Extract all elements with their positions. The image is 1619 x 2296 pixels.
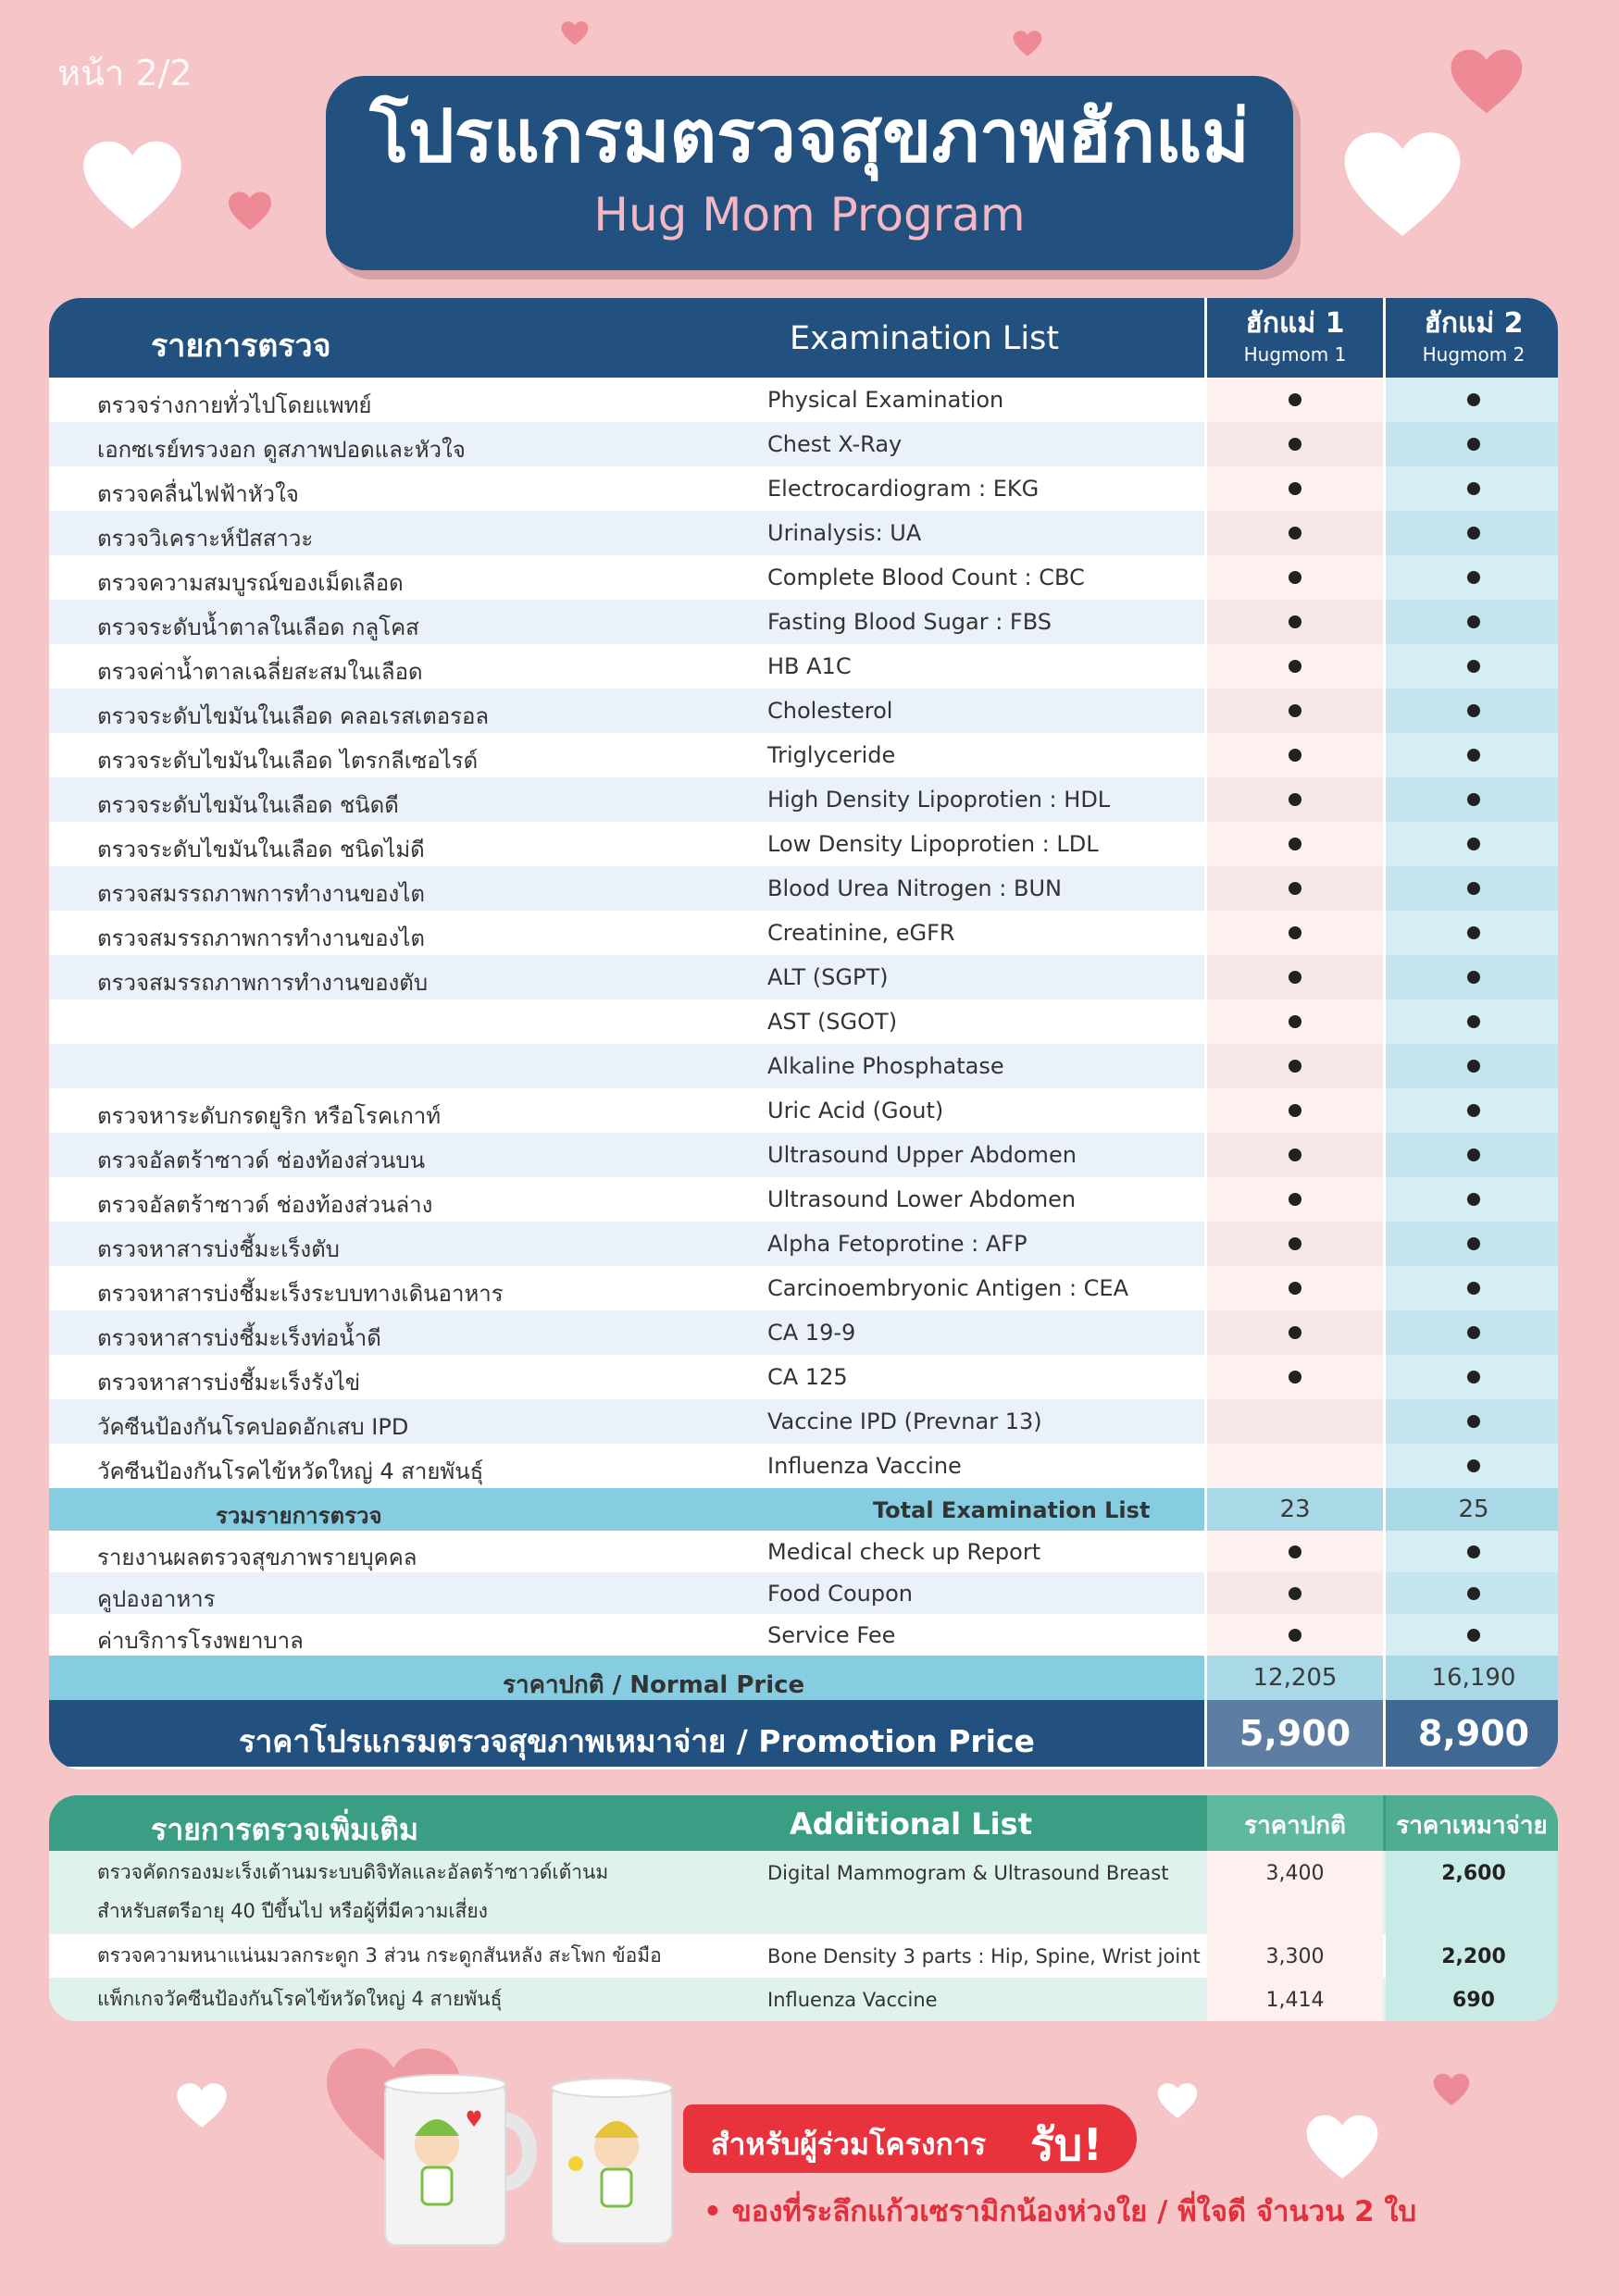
- promotion-price-label: ราคาโปรแกรมตรวจสุขภาพเหมาจ่าย / Promotion Price: [239, 1723, 1035, 1759]
- included-dot-icon: [1467, 527, 1480, 540]
- heart-decoration-icon: [561, 20, 589, 46]
- hugmom2-cell: [1386, 1266, 1558, 1310]
- hugmom2-cell: [1386, 1310, 1558, 1355]
- page-title-english: Hug Mom Program: [593, 188, 1026, 242]
- hugmom2-cell: [1386, 555, 1558, 600]
- row-english-label: Fasting Blood Sugar : FBS: [767, 609, 1052, 635]
- row-english-label: Electrocardiogram : EKG: [767, 476, 1040, 502]
- benefit-note: • ของที่ระลึกแก้วเซรามิกน้องห่วงใย / พี่ใจดี จำนวน 2 ใบ: [704, 2195, 1417, 2228]
- hugmom1-cell: [1207, 1177, 1383, 1222]
- hugmom2-cell: [1386, 999, 1558, 1044]
- row-thai-label: ตรวจร่างกายทั่วไปโดยแพทย์: [97, 392, 372, 418]
- row-thai-label: ตรวจอัลตร้าซาวด์ ช่องท้องส่วนล่าง: [97, 1192, 433, 1218]
- heart-decoration-icon: [176, 2082, 228, 2128]
- row-english-label: Blood Urea Nitrogen : BUN: [767, 875, 1062, 901]
- hugmom2-cell: [1386, 733, 1558, 777]
- row-thai-label: เอกซเรย์ทรวงอก ดูสภาพปอดและหัวใจ: [97, 437, 466, 463]
- included-dot-icon: [1467, 793, 1480, 806]
- table-row: [49, 1133, 1558, 1177]
- included-dot-icon: [1289, 882, 1301, 895]
- included-dot-icon: [1289, 1148, 1301, 1161]
- hugmom2-cell: [1386, 422, 1558, 466]
- row-english-label: Influenza Vaccine: [767, 1453, 962, 1479]
- row-thai-label: ตรวจคลื่นไฟฟ้าหัวใจ: [97, 481, 299, 507]
- included-dot-icon: [1467, 660, 1480, 673]
- row-english-label: Service Fee: [767, 1622, 896, 1648]
- table-row: [49, 999, 1558, 1044]
- table-row: [49, 733, 1558, 777]
- included-dot-icon: [1289, 1587, 1301, 1600]
- included-dot-icon: [1289, 571, 1301, 584]
- row-english-label: Alpha Fetoprotine : AFP: [767, 1231, 1027, 1257]
- hugmom1-cell: [1207, 1266, 1383, 1310]
- included-dot-icon: [1289, 926, 1301, 939]
- row-thai-label: ตรวจระดับน้ำตาลในเลือด กลูโคส: [97, 614, 419, 640]
- row-english-label: Uric Acid (Gout): [767, 1098, 944, 1123]
- table-row: [49, 689, 1558, 733]
- row-english-label: Low Density Lipoprotien : LDL: [767, 831, 1099, 857]
- heart-decoration-icon: [1342, 130, 1463, 239]
- included-dot-icon: [1467, 438, 1480, 451]
- additional-header: [49, 1795, 1558, 1851]
- table-row: [49, 1310, 1558, 1355]
- row-english-label: Cholesterol: [767, 698, 893, 724]
- table-row: [49, 1266, 1558, 1310]
- row-english-label: Triglyceride: [767, 742, 896, 768]
- additional-package-price: 2,600: [1386, 1851, 1558, 1934]
- included-dot-icon: [1467, 882, 1480, 895]
- hugmom1-cell: [1207, 555, 1383, 600]
- hugmom1-cell: [1207, 911, 1383, 955]
- hugmom2-cell: [1386, 911, 1558, 955]
- row-thai-label: ตรวจระดับไขมันในเลือด ชนิดดี: [97, 792, 399, 818]
- header-hugmom2-thai: ฮักแม่ 2: [1424, 307, 1524, 340]
- header-english: Examination List: [790, 320, 1060, 357]
- row-english-label: Vaccine IPD (Prevnar 13): [767, 1409, 1042, 1434]
- row-thai-label: ตรวจหาสารบ่งชี้มะเร็งระบบทางเดินอาหาร: [97, 1281, 504, 1307]
- additional-normal-price: 3,400: [1207, 1851, 1383, 1934]
- title-banner: [326, 76, 1293, 270]
- row-thai-label: ตรวจสมรรถภาพการทำงานของตับ: [97, 970, 429, 996]
- included-dot-icon: [1289, 1629, 1301, 1642]
- table-row: [49, 1088, 1558, 1133]
- included-dot-icon: [1289, 1237, 1301, 1250]
- table-row: [49, 1572, 1558, 1614]
- hugmom2-cell: [1386, 689, 1558, 733]
- row-english-label: CA 19-9: [767, 1320, 856, 1346]
- row-thai-label: ตรวจความสมบูรณ์ของเม็ดเลือด: [97, 570, 404, 596]
- heart-decoration-icon: [1305, 2114, 1379, 2180]
- row-english-label: Alkaline Phosphatase: [767, 1053, 1004, 1079]
- row-english-label: HB A1C: [767, 653, 852, 679]
- additional-thai-label: แพ็กเกจวัคซีนป้องกันโรคไข้หวัดใหญ่ 4 สายพันธุ์: [97, 1988, 503, 2010]
- row-english-label: Food Coupon: [767, 1581, 913, 1607]
- hugmom2-cell: [1386, 777, 1558, 822]
- hugmom2-cell: [1386, 1355, 1558, 1399]
- hugmom1-cell: [1207, 689, 1383, 733]
- hugmom1-cell: [1207, 644, 1383, 689]
- hugmom2-cell: [1386, 1399, 1558, 1444]
- promotion-price-hugmom1: 5,900: [1207, 1700, 1383, 1767]
- header-thai: รายการตรวจ: [151, 328, 331, 365]
- additional-thai-label: ตรวจคัดกรองมะเร็งเต้านมระบบดิจิทัลและอัลตร้าซาวด์เต้านม: [97, 1861, 609, 1883]
- row-thai-label: ตรวจระดับไขมันในเลือด ไตรกลีเซอไรด์: [97, 748, 479, 774]
- included-dot-icon: [1289, 749, 1301, 762]
- row-thai-label: ตรวจหาระดับกรดยูริก หรือโรคเกาท์: [97, 1103, 442, 1129]
- promotion-price-row: [49, 1700, 1558, 1767]
- additional-english-label: Influenza Vaccine: [767, 1989, 938, 2011]
- row-thai-label: วัคซีนป้องกันโรคปอดอักเสบ IPD: [97, 1414, 409, 1440]
- table-row: [49, 511, 1558, 555]
- table-row: [49, 555, 1558, 600]
- hugmom2-cell: [1386, 1133, 1558, 1177]
- row-thai-label: ตรวจหาสารบ่งชี้มะเร็งท่อน้ำดี: [97, 1325, 381, 1351]
- table-row: [49, 1044, 1558, 1088]
- hugmom1-cell: [1207, 1444, 1383, 1488]
- additional-thai-label-line2: สำหรับสตรีอายุ 40 ปีขึ้นไป หรือผู้ที่มีความเสี่ยง: [97, 1900, 488, 1922]
- row-english-label: Carcinoembryonic Antigen : CEA: [767, 1275, 1128, 1301]
- page-title-thai: โปรแกรมตรวจสุขภาพฮักแม่: [369, 95, 1250, 179]
- heart-decoration-icon: [81, 139, 183, 231]
- included-dot-icon: [1289, 527, 1301, 540]
- row-english-label: Ultrasound Upper Abdomen: [767, 1142, 1077, 1168]
- included-dot-icon: [1467, 482, 1480, 495]
- table-row: [49, 1355, 1558, 1399]
- normal-price-row: [49, 1656, 1558, 1700]
- row-thai-label: ค่าบริการโรงพยาบาล: [97, 1628, 304, 1654]
- row-english-label: Creatinine, eGFR: [767, 920, 955, 946]
- table-row: [49, 600, 1558, 644]
- hugmom1-cell: [1207, 1531, 1383, 1572]
- column-divider: [1204, 298, 1207, 1769]
- table-row: [49, 822, 1558, 866]
- hugmom1-cell: [1207, 733, 1383, 777]
- table-row: [49, 777, 1558, 822]
- included-dot-icon: [1467, 1629, 1480, 1642]
- included-dot-icon: [1467, 749, 1480, 762]
- included-dot-icon: [1467, 926, 1480, 939]
- total-row: [49, 1488, 1558, 1531]
- benefit-receive-text: รับ!: [1030, 2119, 1103, 2171]
- row-english-label: Physical Examination: [767, 387, 1004, 413]
- row-thai-label: คูปองอาหาร: [97, 1586, 216, 1612]
- column-divider: [1383, 298, 1386, 1769]
- table-row: [49, 866, 1558, 911]
- hugmom1-cell: [1207, 1355, 1383, 1399]
- included-dot-icon: [1467, 838, 1480, 850]
- included-dot-icon: [1467, 971, 1480, 984]
- row-thai-label: ตรวจหาสารบ่งชี้มะเร็งตับ: [97, 1236, 340, 1262]
- included-dot-icon: [1289, 1371, 1301, 1384]
- hugmom2-cell: [1386, 955, 1558, 999]
- additional-package-price: 2,200: [1386, 1934, 1558, 1978]
- included-dot-icon: [1467, 571, 1480, 584]
- included-dot-icon: [1289, 660, 1301, 673]
- table-row: [49, 1614, 1558, 1656]
- included-dot-icon: [1289, 1545, 1301, 1558]
- table-row: [49, 911, 1558, 955]
- hugmom1-cell: [1207, 777, 1383, 822]
- included-dot-icon: [1289, 1282, 1301, 1295]
- row-thai-label: ตรวจสมรรถภาพการทำงานของไต: [97, 925, 425, 951]
- total-hugmom1: 23: [1207, 1488, 1383, 1531]
- page-number: หน้า 2/2: [57, 53, 193, 93]
- included-dot-icon: [1467, 1326, 1480, 1339]
- additional-english-label: Bone Density 3 parts : Hip, Spine, Wrist joint: [767, 1945, 1201, 1967]
- hugmom1-cell: [1207, 466, 1383, 511]
- table-row: [49, 1177, 1558, 1222]
- hugmom1-cell: [1207, 1044, 1383, 1088]
- hugmom1-cell: [1207, 1088, 1383, 1133]
- header-hugmom1: [1207, 305, 1383, 366]
- included-dot-icon: [1289, 438, 1301, 451]
- included-dot-icon: [1289, 838, 1301, 850]
- header-hugmom2: [1386, 305, 1558, 366]
- hugmom2-cell: [1386, 1614, 1558, 1656]
- hugmom1-cell: [1207, 511, 1383, 555]
- table-row: [49, 466, 1558, 511]
- hugmom1-cell: [1207, 955, 1383, 999]
- included-dot-icon: [1467, 1193, 1480, 1206]
- table-row: [49, 644, 1558, 689]
- row-thai-label: ตรวจระดับไขมันในเลือด คลอเรสเตอรอล: [97, 703, 490, 729]
- table-row: [49, 955, 1558, 999]
- additional-row: [49, 1934, 1558, 1978]
- row-thai-label: ตรวจสมรรถภาพการทำงานของไต: [97, 881, 425, 907]
- included-dot-icon: [1289, 393, 1301, 406]
- header-hugmom1-english: Hugmom 1: [1243, 343, 1347, 366]
- hugmom2-cell: [1386, 1572, 1558, 1614]
- included-dot-icon: [1467, 1148, 1480, 1161]
- table-row: [49, 1399, 1558, 1444]
- hugmom2-cell: [1386, 511, 1558, 555]
- additional-normal-price: 1,414: [1207, 1978, 1383, 2021]
- table-row: [49, 1222, 1558, 1266]
- included-dot-icon: [1467, 1104, 1480, 1117]
- hugmom1-cell: [1207, 1310, 1383, 1355]
- included-dot-icon: [1289, 971, 1301, 984]
- normal-price-hugmom2: 16,190: [1386, 1656, 1558, 1700]
- heart-decoration-icon: [228, 191, 272, 231]
- additional-row: [49, 1851, 1558, 1934]
- hugmom1-cell: [1207, 999, 1383, 1044]
- hugmom2-cell: [1386, 1531, 1558, 1572]
- row-english-label: High Density Lipoprotien : HDL: [767, 787, 1111, 813]
- hugmom2-cell: [1386, 600, 1558, 644]
- ceramic-mug-image: [372, 2064, 539, 2249]
- header-hugmom2-english: Hugmom 2: [1422, 343, 1526, 366]
- additional-table: [49, 1795, 1558, 2021]
- included-dot-icon: [1289, 704, 1301, 717]
- row-english-label: Complete Blood Count : CBC: [767, 565, 1085, 590]
- additional-header-english: Additional List: [790, 1806, 1032, 1842]
- included-dot-icon: [1467, 393, 1480, 406]
- included-dot-icon: [1467, 704, 1480, 717]
- hugmom1-cell: [1207, 600, 1383, 644]
- included-dot-icon: [1289, 1015, 1301, 1028]
- hugmom2-cell: [1386, 1044, 1558, 1088]
- included-dot-icon: [1467, 1371, 1480, 1384]
- hugmom2-cell: [1386, 644, 1558, 689]
- hugmom1-cell: [1207, 1133, 1383, 1177]
- row-thai-label: ตรวจวิเคราะห์ปัสสาวะ: [97, 526, 314, 552]
- heart-decoration-icon: [1433, 2073, 1470, 2106]
- additional-normal-price: 3,300: [1207, 1934, 1383, 1978]
- hugmom2-cell: [1386, 378, 1558, 422]
- benefit-banner: [683, 2104, 1137, 2173]
- hugmom2-cell: [1386, 1177, 1558, 1222]
- additional-header-package-price: ราคาเหมาจ่าย: [1386, 1795, 1558, 1851]
- row-english-label: AST (SGOT): [767, 1009, 898, 1035]
- ceramic-mug-image: [542, 2071, 691, 2247]
- additional-header-thai: รายการตรวจเพิ่มเติม: [151, 1812, 419, 1847]
- hugmom2-cell: [1386, 1088, 1558, 1133]
- heart-decoration-icon: [1013, 30, 1042, 57]
- benefit-lead-text: สำหรับผู้ร่วมโครงการ: [711, 2127, 987, 2162]
- additional-package-price: 690: [1386, 1978, 1558, 2021]
- total-thai-label: รวมรายการตรวจ: [216, 1503, 382, 1529]
- row-thai-label: ตรวจหาสารบ่งชี้มะเร็งรังไข่: [97, 1370, 361, 1396]
- included-dot-icon: [1289, 482, 1301, 495]
- additional-english-label: Digital Mammogram & Ultrasound Breast: [767, 1862, 1169, 1884]
- included-dot-icon: [1467, 1587, 1480, 1600]
- heart-decoration-icon: [1157, 2082, 1198, 2119]
- included-dot-icon: [1467, 1060, 1480, 1073]
- hugmom2-cell: [1386, 866, 1558, 911]
- included-dot-icon: [1467, 1282, 1480, 1295]
- row-thai-label: รายงานผลตรวจสุขภาพรายบุคคล: [97, 1545, 417, 1570]
- row-thai-label: ตรวจค่าน้ำตาลเฉลี่ยสะสมในเลือด: [97, 659, 423, 685]
- included-dot-icon: [1467, 1545, 1480, 1558]
- promotion-price-hugmom2: 8,900: [1386, 1700, 1558, 1767]
- normal-price-label: ราคาปกติ / Normal Price: [503, 1671, 805, 1699]
- hugmom2-cell: [1386, 1444, 1558, 1488]
- hugmom2-cell: [1386, 466, 1558, 511]
- row-thai-label: ตรวจระดับไขมันในเลือด ชนิดไม่ดี: [97, 837, 425, 863]
- total-hugmom2: 25: [1386, 1488, 1558, 1531]
- hugmom1-cell: [1207, 1399, 1383, 1444]
- additional-header-normal-price: ราคาปกติ: [1207, 1795, 1383, 1851]
- row-english-label: Chest X-Ray: [767, 431, 903, 457]
- heart-decoration-icon: [1450, 48, 1524, 115]
- hugmom2-cell: [1386, 1222, 1558, 1266]
- examination-table: [49, 298, 1558, 1769]
- row-english-label: Medical check up Report: [767, 1539, 1041, 1565]
- included-dot-icon: [1467, 1015, 1480, 1028]
- row-thai-label: ตรวจอัลตร้าซาวด์ ช่องท้องส่วนบน: [97, 1148, 426, 1173]
- header-hugmom1-thai: ฮักแม่ 1: [1245, 307, 1345, 340]
- included-dot-icon: [1289, 1104, 1301, 1117]
- hugmom1-cell: [1207, 822, 1383, 866]
- table-row: [49, 378, 1558, 422]
- normal-price-hugmom1: 12,205: [1207, 1656, 1383, 1700]
- table-row: [49, 1531, 1558, 1572]
- row-english-label: Urinalysis: UA: [767, 520, 922, 546]
- table-row: [49, 422, 1558, 466]
- hugmom1-cell: [1207, 1572, 1383, 1614]
- included-dot-icon: [1467, 1459, 1480, 1472]
- row-english-label: CA 125: [767, 1364, 848, 1390]
- hugmom1-cell: [1207, 1222, 1383, 1266]
- total-english-label: Total Examination List: [873, 1497, 1151, 1523]
- hugmom1-cell: [1207, 378, 1383, 422]
- included-dot-icon: [1289, 615, 1301, 628]
- hugmom1-cell: [1207, 422, 1383, 466]
- included-dot-icon: [1467, 615, 1480, 628]
- included-dot-icon: [1289, 1193, 1301, 1206]
- hugmom2-cell: [1386, 822, 1558, 866]
- included-dot-icon: [1289, 793, 1301, 806]
- additional-thai-label: ตรวจความหนาแน่นมวลกระดูก 3 ส่วน กระดูกสันหลัง สะโพก ข้อมือ: [97, 1944, 662, 1967]
- included-dot-icon: [1289, 1326, 1301, 1339]
- included-dot-icon: [1289, 1060, 1301, 1073]
- table-row: [49, 1444, 1558, 1488]
- included-dot-icon: [1467, 1237, 1480, 1250]
- hugmom1-cell: [1207, 866, 1383, 911]
- included-dot-icon: [1467, 1415, 1480, 1428]
- row-thai-label: วัคซีนป้องกันโรคไข้หวัดใหญ่ 4 สายพันธุ์: [97, 1458, 484, 1484]
- row-english-label: Ultrasound Lower Abdomen: [767, 1186, 1077, 1212]
- hugmom1-cell: [1207, 1614, 1383, 1656]
- additional-row: [49, 1978, 1558, 2021]
- table-header: [49, 298, 1558, 378]
- row-english-label: ALT (SGPT): [767, 964, 889, 990]
